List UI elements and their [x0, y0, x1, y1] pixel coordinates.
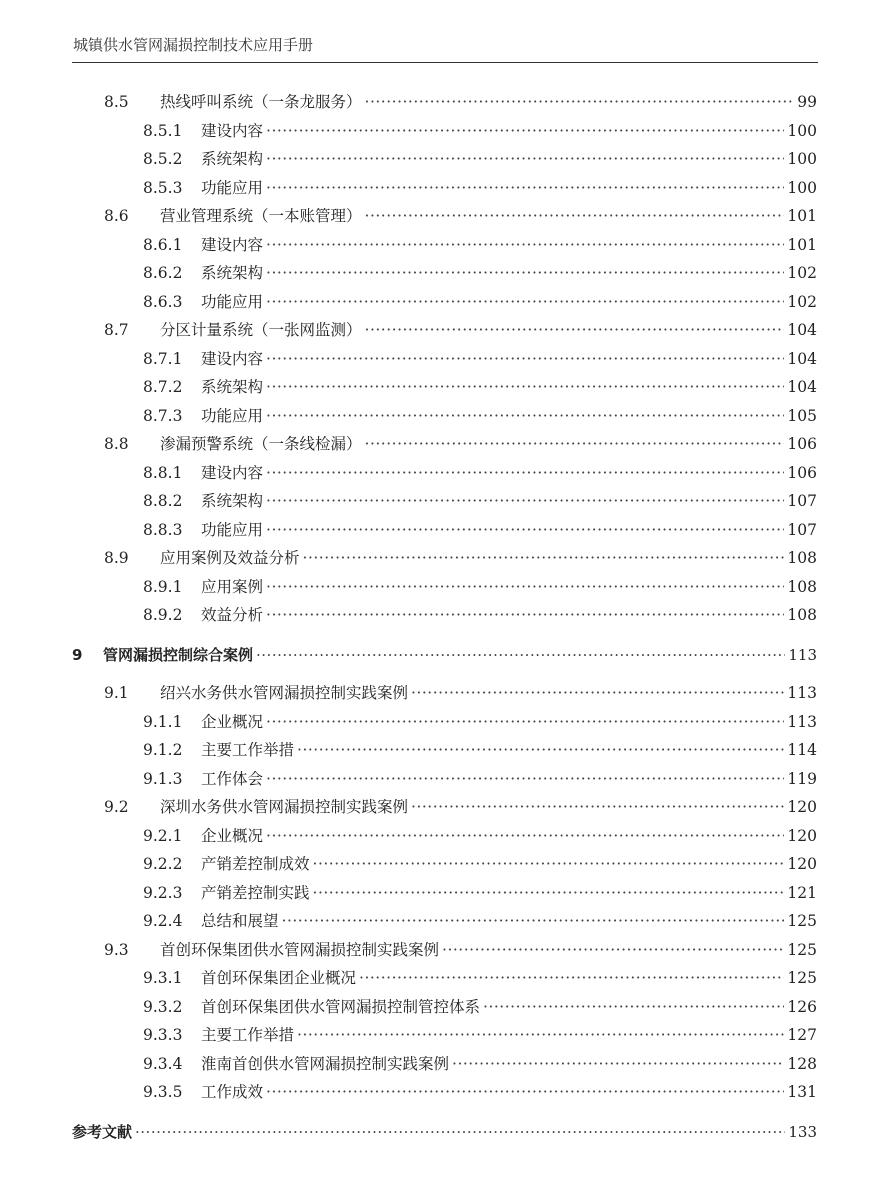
page-number: 120 — [787, 855, 817, 873]
page-number: 104 — [787, 378, 817, 396]
dot-leader — [266, 712, 784, 732]
section-title: 建设内容 — [201, 464, 264, 482]
dot-leader — [297, 740, 784, 760]
section-number: 8.5.1 — [143, 122, 183, 140]
section-number: 9.2.3 — [143, 884, 183, 902]
toc-entry[interactable] — [143, 573, 817, 597]
dot-leader — [266, 463, 784, 483]
section-number: 9.1.3 — [143, 770, 183, 788]
section-title: 效益分析 — [201, 606, 264, 624]
section-number: 8.9 — [104, 549, 129, 567]
section-number: 9.3.5 — [143, 1083, 183, 1101]
page-number: 107 — [787, 521, 817, 539]
toc-entry[interactable] — [143, 459, 817, 483]
page-number: 133 — [788, 1123, 817, 1141]
chapter-number: 9 — [72, 646, 83, 664]
dot-leader — [266, 377, 784, 397]
toc-entry[interactable] — [104, 202, 817, 226]
dot-leader — [266, 349, 784, 369]
section-title: 首创环保集团供水管网漏损控制实践案例 — [160, 941, 440, 959]
section-number: 8.7.1 — [143, 350, 183, 368]
section-number: 8.9.2 — [143, 606, 183, 624]
dot-leader — [303, 548, 785, 568]
section-number: 8.5.2 — [143, 150, 183, 168]
section-title: 工作体会 — [201, 770, 264, 788]
toc-entry[interactable] — [143, 822, 817, 846]
page-number: 100 — [787, 122, 817, 140]
page-number: 106 — [787, 464, 817, 482]
dot-leader — [266, 577, 784, 597]
toc-entry[interactable] — [143, 964, 817, 988]
page-number: 101 — [787, 236, 817, 254]
toc-entry[interactable] — [143, 1021, 817, 1045]
dot-leader — [452, 1054, 784, 1074]
section-number: 8.6.2 — [143, 264, 183, 282]
dot-leader — [313, 854, 785, 874]
dot-leader — [442, 940, 784, 960]
section-number: 8.7.2 — [143, 378, 183, 396]
dot-leader — [266, 178, 784, 198]
dot-leader — [411, 797, 784, 817]
section-title: 工作成效 — [201, 1083, 264, 1101]
section-title: 建设内容 — [201, 350, 264, 368]
section-title: 功能应用 — [201, 293, 264, 311]
section-number: 8.5.3 — [143, 179, 183, 197]
toc-entry[interactable] — [143, 765, 817, 789]
toc-chapter-entry[interactable] — [72, 641, 817, 665]
section-title: 应用案例 — [201, 578, 264, 596]
section-title: 营业管理系统（一本账管理） — [160, 207, 362, 225]
page-number: 100 — [787, 179, 817, 197]
page-number: 105 — [787, 407, 817, 425]
section-number: 8.8 — [104, 435, 129, 453]
dot-leader — [297, 1025, 784, 1045]
dot-leader — [266, 826, 784, 846]
section-number: 9.3 — [104, 941, 129, 959]
section-title: 绍兴水务供水管网漏损控制实践案例 — [160, 684, 409, 702]
toc-entry[interactable] — [143, 736, 817, 760]
toc-entry[interactable] — [143, 174, 817, 198]
toc-entry[interactable] — [143, 259, 817, 283]
toc-entry[interactable] — [104, 316, 817, 340]
dot-leader — [313, 883, 785, 903]
section-number: 9.1 — [104, 684, 129, 702]
section-number: 9.1.2 — [143, 741, 183, 759]
dot-leader — [266, 1082, 784, 1102]
section-number: 8.6.3 — [143, 293, 183, 311]
section-number: 9.2.2 — [143, 855, 183, 873]
toc-entry[interactable] — [143, 402, 817, 426]
toc-entry[interactable] — [143, 850, 817, 874]
dot-leader — [266, 263, 784, 283]
section-number: 8.8.1 — [143, 464, 183, 482]
page-number: 113 — [787, 684, 817, 702]
page-number: 125 — [787, 912, 817, 930]
section-title: 主要工作举措 — [201, 741, 295, 759]
page-number: 120 — [787, 827, 817, 845]
section-title: 建设内容 — [201, 236, 264, 254]
page-number: 121 — [787, 884, 817, 902]
book-title: 城镇供水管网漏损控制技术应用手册 — [73, 36, 314, 54]
page-number: 107 — [787, 492, 817, 510]
toc-entry[interactable] — [143, 907, 817, 931]
section-title: 主要工作举措 — [201, 1026, 295, 1044]
dot-leader — [359, 968, 784, 988]
section-title: 系统架构 — [201, 378, 264, 396]
section-number: 8.9.1 — [143, 578, 183, 596]
page-number: 99 — [797, 93, 817, 111]
section-title: 渗漏预警系统（一条线检漏） — [160, 435, 362, 453]
dot-leader — [266, 605, 784, 625]
section-title: 深圳水务供水管网漏损控制实践案例 — [160, 798, 409, 816]
section-number: 8.7.3 — [143, 407, 183, 425]
dot-leader — [483, 997, 784, 1017]
dot-leader — [266, 491, 784, 511]
dot-leader — [365, 206, 785, 226]
page-number: 119 — [787, 770, 817, 788]
section-title: 淮南首创供水管网漏损控制实践案例 — [201, 1055, 450, 1073]
section-number: 9.2.4 — [143, 912, 183, 930]
page-number: 120 — [787, 798, 817, 816]
dot-leader — [135, 1122, 785, 1142]
dot-leader — [266, 235, 784, 255]
page-number: 131 — [787, 1083, 817, 1101]
toc-entry[interactable] — [143, 117, 817, 141]
page-number: 125 — [787, 969, 817, 987]
section-number: 9.3.2 — [143, 998, 183, 1016]
section-title: 系统架构 — [201, 150, 264, 168]
section-title: 热线呼叫系统（一条龙服务） — [160, 93, 362, 111]
section-number: 8.6 — [104, 207, 129, 225]
section-title: 企业概况 — [201, 827, 264, 845]
page-number: 126 — [787, 998, 817, 1016]
toc-entry[interactable] — [143, 516, 817, 540]
dot-leader — [266, 292, 784, 312]
section-number: 8.8.3 — [143, 521, 183, 539]
toc-entry[interactable] — [143, 601, 817, 625]
toc-entry[interactable] — [104, 88, 817, 112]
page-number: 127 — [787, 1026, 817, 1044]
section-title: 企业概况 — [201, 713, 264, 731]
page-number: 104 — [787, 321, 817, 339]
page-number: 108 — [787, 549, 817, 567]
toc-entry[interactable] — [143, 708, 817, 732]
toc-entry[interactable] — [104, 430, 817, 454]
section-number: 9.3.1 — [143, 969, 183, 987]
section-number: 8.8.2 — [143, 492, 183, 510]
page-number: 102 — [787, 293, 817, 311]
dot-leader — [266, 406, 784, 426]
page-number: 102 — [787, 264, 817, 282]
toc-entry[interactable] — [143, 1050, 817, 1074]
toc-entry[interactable] — [104, 679, 817, 703]
page-number: 100 — [787, 150, 817, 168]
dot-leader — [266, 520, 784, 540]
section-title: 产销差控制成效 — [201, 855, 310, 873]
section-number: 9.2.1 — [143, 827, 183, 845]
dot-leader — [365, 320, 785, 340]
section-title: 系统架构 — [201, 492, 264, 510]
page-number: 104 — [787, 350, 817, 368]
dot-leader — [266, 121, 784, 141]
toc-entry[interactable] — [143, 145, 817, 169]
dot-leader — [266, 769, 784, 789]
dot-leader — [365, 434, 785, 454]
section-title: 产销差控制实践 — [201, 884, 310, 902]
toc-entry[interactable] — [143, 487, 817, 511]
section-title: 首创环保集团企业概况 — [201, 969, 357, 987]
dot-leader — [282, 911, 785, 931]
section-title: 功能应用 — [201, 407, 264, 425]
toc-entry[interactable] — [104, 793, 817, 817]
toc-entry[interactable] — [104, 936, 817, 960]
page-number: 125 — [787, 941, 817, 959]
dot-leader — [411, 683, 784, 703]
section-number: 8.5 — [104, 93, 129, 111]
section-number: 8.6.1 — [143, 236, 183, 254]
section-title: 分区计量系统（一张网监测） — [160, 321, 362, 339]
toc-entry[interactable] — [143, 993, 817, 1017]
section-title: 总结和展望 — [201, 912, 279, 930]
section-number: 9.2 — [104, 798, 129, 816]
toc-entry[interactable] — [143, 345, 817, 369]
page-number: 113 — [788, 646, 817, 664]
section-number: 9.3.4 — [143, 1055, 183, 1073]
page-number: 106 — [787, 435, 817, 453]
section-title: 首创环保集团供水管网漏损控制管控体系 — [201, 998, 481, 1016]
chapter-title: 管网漏损控制综合案例 — [103, 646, 254, 664]
toc-entry[interactable] — [143, 1078, 817, 1102]
section-number: 9.1.1 — [143, 713, 183, 731]
section-title: 功能应用 — [201, 521, 264, 539]
toc-entry[interactable] — [104, 544, 817, 568]
dot-leader — [365, 92, 795, 112]
section-title: 应用案例及效益分析 — [160, 549, 300, 567]
toc-entry[interactable] — [143, 879, 817, 903]
page-number: 108 — [787, 578, 817, 596]
section-title: 建设内容 — [201, 122, 264, 140]
toc-entry[interactable] — [143, 231, 817, 255]
dot-leader — [256, 645, 785, 665]
section-title: 功能应用 — [201, 179, 264, 197]
page-number: 113 — [787, 713, 817, 731]
section-number: 8.7 — [104, 321, 129, 339]
page-number: 128 — [787, 1055, 817, 1073]
dot-leader — [266, 149, 784, 169]
toc-references-entry[interactable] — [72, 1118, 817, 1142]
section-number: 9.3.3 — [143, 1026, 183, 1044]
page-number: 108 — [787, 606, 817, 624]
section-title: 系统架构 — [201, 264, 264, 282]
page-number: 114 — [787, 741, 817, 759]
toc-entry[interactable] — [143, 373, 817, 397]
toc-entry[interactable] — [143, 288, 817, 312]
page-number: 101 — [787, 207, 817, 225]
references-title: 参考文献 — [72, 1123, 133, 1141]
